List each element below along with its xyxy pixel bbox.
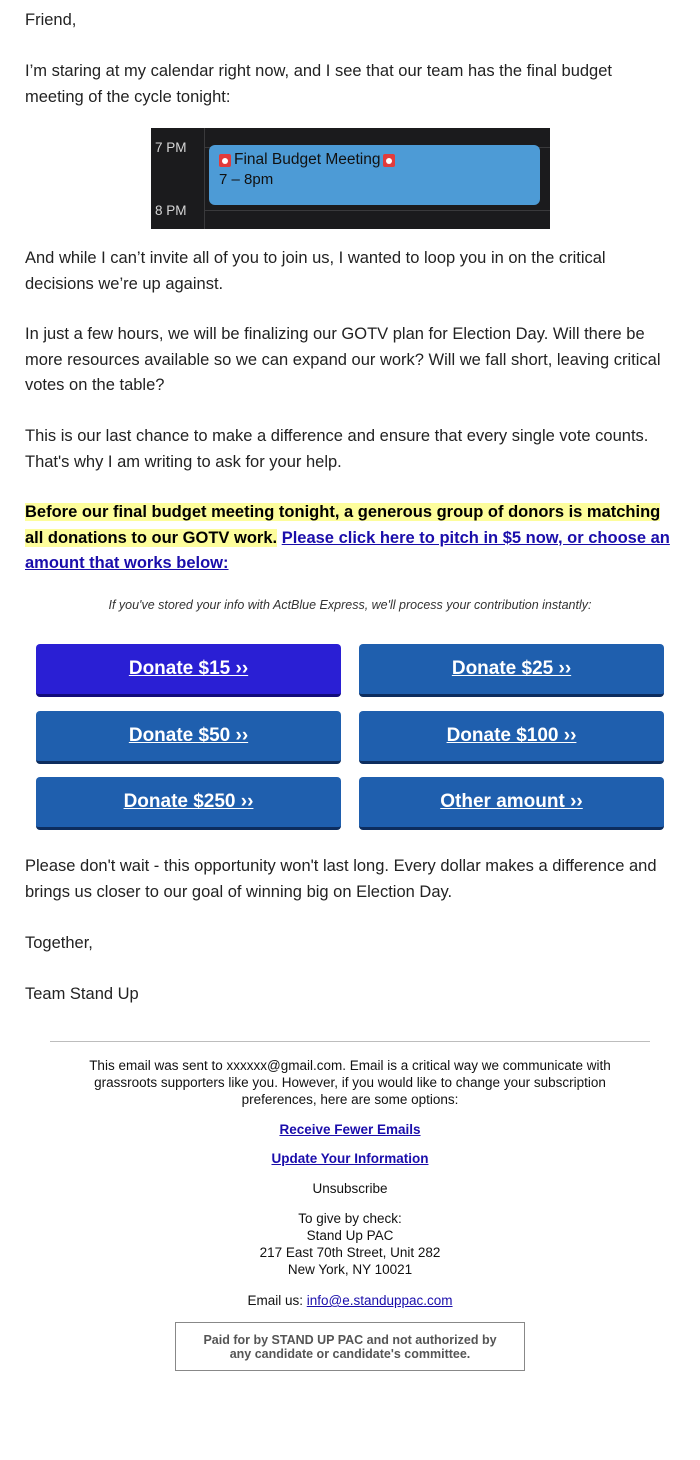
calendar-hour-line [204,210,550,211]
body-paragraph-urgency: Please don't wait - this opportunity won't last long. Every dollar makes a difference and brings us closer to our goal of winning big on Election Day. [25,857,657,901]
calendar-event-time: 7 – 8pm [219,171,274,188]
police-light-icon [219,154,231,167]
body-paragraph-invite: And while I can’t invite all of you to join us, I wanted to loop you in on the critical decisions we’re up against. [25,249,606,293]
greeting: Friend, [25,11,77,29]
update-information-link[interactable]: Update Your Information [271,1151,429,1166]
donate-25-button[interactable]: Donate $25 ›› [359,644,664,697]
calendar-event-title-text: Final Budget Meeting [234,151,381,168]
donate-50-button[interactable]: Donate $50 ›› [36,711,341,764]
donate-15-button[interactable]: Donate $15 ›› [36,644,341,697]
calendar-event-title [219,150,530,170]
paid-for-line: Paid for by STAND UP PAC and not authorized by [203,1333,497,1347]
receive-fewer-emails-wrapper [50,1121,650,1138]
check-address-block [50,1210,650,1278]
actblue-express-note: If you've stored your info with ActBlue Express, we'll process your contribution instantly: [108,598,592,612]
footer-notice: This email was sent to xxxxxx@gmail.com. Email is a critical way we communicate with grassroots supporters like you. However, if you would like to change your subscription preferences, here are some options: [89,1058,611,1107]
calendar-screenshot [151,128,550,229]
donate-other-amount-button[interactable]: Other amount ›› [359,777,664,830]
calendar-time-label: 8 PM [155,203,187,218]
footer-divider [50,1041,650,1042]
donate-100-button[interactable]: Donate $100 ›› [359,711,664,764]
matching-highlight-text: Before our final budget meeting tonight, a generous group of donors is matching all donations to our GOTV work. [25,503,661,547]
check-city: New York, NY 10021 [287,1262,413,1277]
check-org: Stand Up PAC [306,1228,394,1243]
body-paragraph-calendar-intro: I’m staring at my calendar right now, and I see that our team has the final budget meeting of the cycle tonight: [25,62,612,106]
body-paragraph-last-chance: This is our last chance to make a difference and ensure that every single vote counts. That's why I am writing to ask for your help. [25,427,649,471]
police-light-icon [383,154,395,167]
calendar-time-label: 7 PM [155,140,187,155]
pitch-in-link[interactable]: Please click here to pitch in $5 now, or choose an amount that works below: [25,528,670,572]
signature: Team Stand Up [25,985,139,1003]
paid-for-disclaimer [175,1322,525,1371]
check-heading: To give by check: [298,1211,402,1226]
donate-250-button[interactable]: Donate $250 ›› [36,777,341,830]
body-paragraph-gotv: In just a few hours, we will be finalizing our GOTV plan for Election Day. Will there be more resources available so we can expand our work? Will we fall short, leaving critical votes on the table? [25,325,661,394]
closing: Together, [25,934,93,952]
receive-fewer-emails-link[interactable]: Receive Fewer Emails [279,1122,421,1137]
paid-for-line: any candidate or candidate's committee. [229,1347,471,1361]
email-us-label: Email us: [247,1293,303,1308]
calendar-divider [204,128,205,229]
email-us-line [50,1292,650,1309]
calendar-event [209,145,540,205]
email-us-link[interactable]: info@e.standuppac.com [306,1293,453,1308]
body-paragraph-matching [25,500,675,577]
unsubscribe-link[interactable]: Unsubscribe [312,1181,388,1196]
check-street: 217 East 70th Street, Unit 282 [259,1245,441,1260]
update-information-wrapper [50,1150,650,1167]
